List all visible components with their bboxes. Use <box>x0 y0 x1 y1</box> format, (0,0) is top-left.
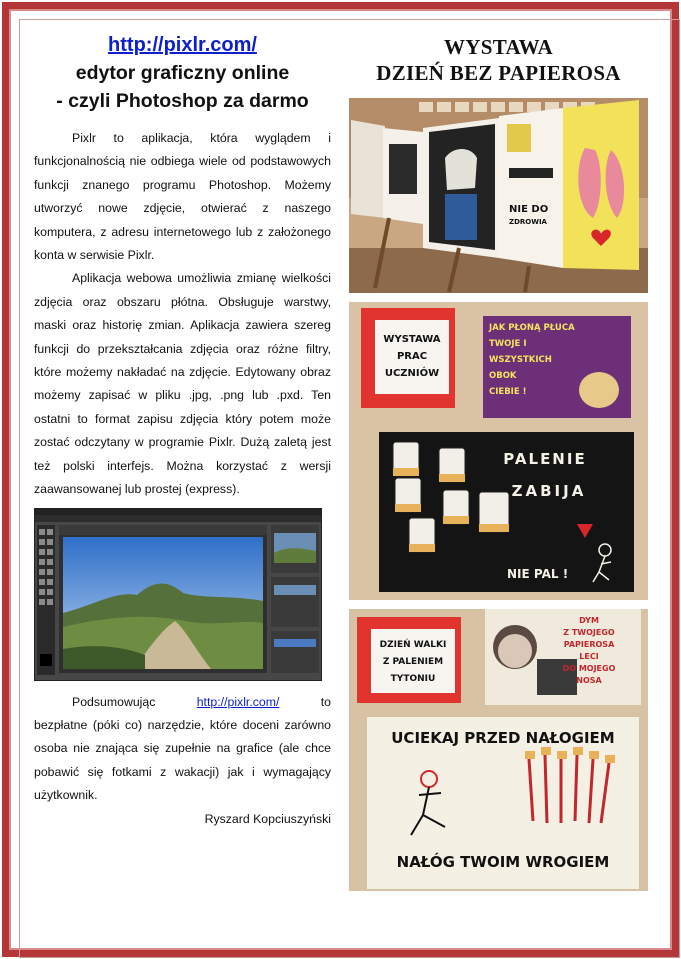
author-signature: Ryszard Kopciuszyński <box>204 811 331 826</box>
easel-posters-photo <box>349 98 648 293</box>
banner-top: UCIEKAJ PRZED NAŁOGIEM <box>391 729 615 747</box>
sign3-line-1: DZIEŃ WALKI <box>379 640 447 650</box>
quote-line-4: LECI <box>579 652 599 661</box>
purple-poster-line-3: WSZYSTKICH <box>489 355 552 365</box>
quote-line-3: PAPIEROSA <box>563 640 615 649</box>
poster-zabija: ZABIJA <box>511 482 587 500</box>
poster-text-zdrowia: ZDROWIA <box>509 218 547 226</box>
pixlr-screenshot <box>34 508 322 681</box>
left-column <box>34 32 331 830</box>
sign-line-3: UCZNIÓW <box>384 368 440 379</box>
palenie-zabija-poster-photo <box>349 302 648 600</box>
paragraph-3 <box>34 691 331 808</box>
quote-line-5: DO MOJEGO <box>562 664 616 673</box>
exhibition-title-line-1: WYSTAWA <box>443 35 554 59</box>
exhibition-photo-3 <box>349 609 648 891</box>
poster-text-nie-do: NIE DO <box>509 204 549 215</box>
pixlr-url-heading[interactable]: http://pixlr.com/ <box>108 34 257 56</box>
quote-line-1: DYM <box>579 616 599 625</box>
poster-nie-pal: NIE PAL ! <box>507 567 569 581</box>
right-column <box>349 34 648 871</box>
ucieka-przed-nalogiem-photo <box>349 609 648 891</box>
pixlr-link[interactable]: http://pixlr.com/ <box>196 694 280 709</box>
sign-line-2: PRAC <box>396 351 428 362</box>
subtitle-line-1: edytor graficzny online <box>75 62 290 84</box>
purple-poster-line-1: JAK PŁONĄ PŁUCA <box>489 323 575 333</box>
exhibition-title-line-2: DZIEŃ BEZ PAPIEROSA <box>376 61 621 85</box>
exhibition-photo-1 <box>349 98 648 293</box>
subtitle-line-2: - czyli Photoshop za darmo <box>56 90 309 112</box>
sign-line-1: WYSTAWA <box>383 334 441 345</box>
quote-line-2: Z TWOJEGO <box>563 628 615 637</box>
summary-lead: Podsumowując <box>72 694 156 709</box>
purple-poster-line-4: OBOK <box>489 371 517 381</box>
paragraph-2: Aplikacja webowa umożliwia zmianę wielkości zdjęcia oraz obszaru płótna. Obsługuje warstwy, maski oraz historię zmian. Aplikacja zawiera szereg funkcji do przekształcania zdjęcia oraz różne filtry, które możemy nakładać na zdjęcie. Edytowany obraz możemy zapisać w pliku .jpg, .png lub .pxd. Ten ostatni to format zapisu zdjęcia który potem może zostać odczytany w programie Pixlr. Dużą zaletą jest też polski interfejs. Można korzystać z wersji zaawansowanej lub prostej (express). <box>34 271 331 497</box>
pixlr-editor-illustration <box>35 509 321 680</box>
purple-poster-line-2: TWOJE I <box>489 339 527 349</box>
purple-poster-line-5: CIEBIE ! <box>489 387 527 397</box>
sign3-line-3: TYTONIU <box>390 674 436 684</box>
paragraph-1: Pixlr to aplikacja, która wyglądem i funkcjonalnością nie odbiega wiele od podstawowych funkcji znanego programu Photoshop. Możemy utworzyć nowe zdjęcie, otwierać z naszego komputera, z adresu internetowego lub z założonego konta w serwisie Pixlr. <box>34 131 331 263</box>
quote-line-6: NOSA <box>576 676 602 685</box>
banner-bottom: NAŁÓG TWOIM WROGIEM <box>396 853 610 871</box>
sign3-line-2: Z PALENIEM <box>382 657 444 667</box>
poster-palenie: PALENIE <box>503 450 587 468</box>
exhibition-photo-2 <box>349 302 648 600</box>
summary-text: to bezpłatne (póki co) narzędzie, które doceni zarówno osoba nie znająca się zupełnie na grafice (ale chce pobawić się fotkami z wakacji) jak i wymagający użytkownik. <box>34 694 332 803</box>
